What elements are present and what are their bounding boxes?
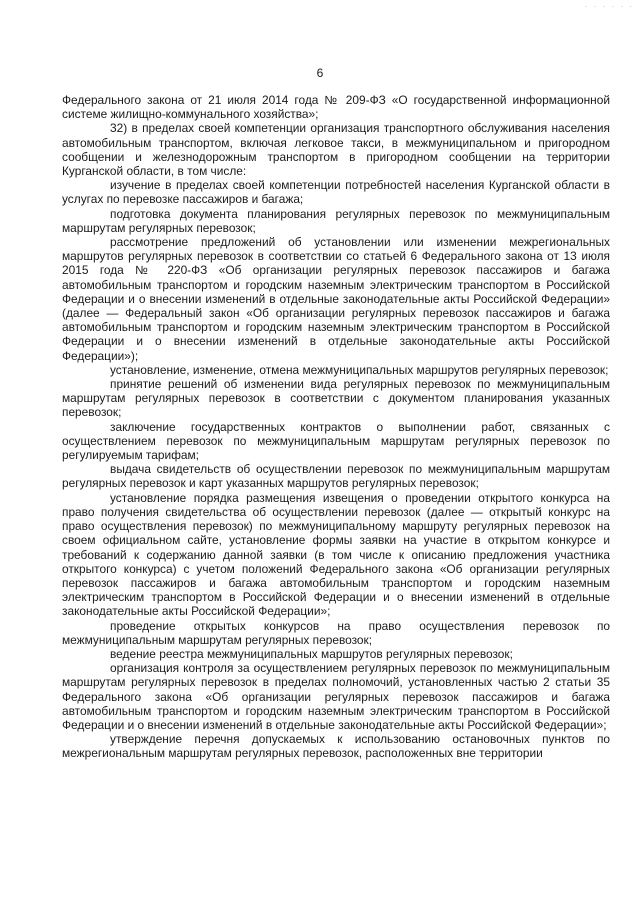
document-paragraph: подготовка документа планирования регулярных перевозок по межмуниципальным маршрутам регулярных перевозок; [62,206,610,235]
document-paragraph: рассмотрение предложений об установлении или изменении межрегиональных маршрутов регулярных перевозок в соответствии со статьей 6 Федерального закона от 13 июля 2015 года № 220-ФЗ «Об организации регулярных перевозок пассажиров и багажа автомобильным транспортом и городским наземным электрическим транспортом в Российской Федерации и о внесении изменений в отдельные законодательные акты Российской Федерации» (далее — Федеральный закон «Об организации регулярных перевозок пассажиров и багажа автомобильным транспортом и городским наземным электрическим транспортом в Российской Федерации и о внесении изменений в отдельные законодательные акты Российской Федерации»); [62,235,610,363]
document-paragraph: заключение государственных контрактов о выполнении работ, связанных с осуществлением перевозок по межмуниципальным маршрутам регулярных перевозок по регулируемым тарифам; [62,419,610,463]
document-paragraph: принятие решений об изменении вида регулярных перевозок по межмуниципальным маршрутам регулярных перевозок в соответствии с документом планирования указанных перевозок; [62,377,610,420]
page-number: 6 [316,66,324,80]
document-paragraph: 32) в пределах своей компетенции организация транспортного обслуживания населения автомобильным транспортом, включая легковое такси, в межмуниципальном и пригородном сообщении и железнодорожным транспортом в пригородном сообщении на территории Курганской области, в том числе: [62,121,610,179]
scan-artifact: · · · · · · [584,2,634,11]
document-paragraph: ведение реестра межмуниципальных маршрутов регулярных перевозок; [110,646,513,661]
document-paragraph: изучение в пределах своей компетенции потребностей населения Курганской области в услугах по перевозке пассажиров и багажа; [62,178,610,207]
document-paragraph: проведение открытых конкурсов на право осуществления перевозок по межмуниципальным маршрутам регулярных перевозок; [62,618,610,647]
document-paragraph: Федерального закона от 21 июля 2014 года № 209-ФЗ «О государственной информационной системе жилищно-коммунального хозяйства»; [62,93,610,122]
document-paragraph: установление порядка размещения извещения о проведении открытого конкурса на право получения свидетельства об осуществлении перевозок (далее — открытый конкурс на право осуществления перевозок) по межмуниципальному маршруту регулярных перевозок на своем официальном сайте, установление формы заявки на участие в открытом конкурсе и требований к содержанию данной заявки (в том числе к описанию предложения участника открытого конкурса) с учетом положений Федерального закона «Об организации регулярных перевозок пассажиров и багажа автомобильным транспортом и городским наземным электрическим транспортом в Российской Федерации и о внесении изменений в отдельные законодательные акты Российской Федерации»; [62,490,610,619]
document-paragraph: утверждение перечня допускаемых к использованию остановочных пунктов по межрегиональным маршрутам регулярных перевозок, расположенных вне территории [62,732,610,761]
document-paragraph: выдача свидетельств об осуществлении перевозок по межмуниципальным маршрутам регулярных перевозок и карт указанных маршрутов регулярных перевозок; [62,462,610,491]
document-paragraph: организация контроля за осуществлением регулярных перевозок по межмуниципальным маршрутам регулярных перевозок в пределах полномочий, установленных частью 2 статьи 35 Федерального закона «Об организации регулярных перевозок пассажиров и багажа автомобильным транспортом и городским наземным электрическим транспортом в Российской Федерации и о внесении изменений в отдельные законодательные акты Российской Федерации»; [62,661,610,732]
document-body [62,93,610,761]
document-paragraph: установление, изменение, отмена межмуниципальных маршрутов регулярных перевозок; [110,362,609,377]
